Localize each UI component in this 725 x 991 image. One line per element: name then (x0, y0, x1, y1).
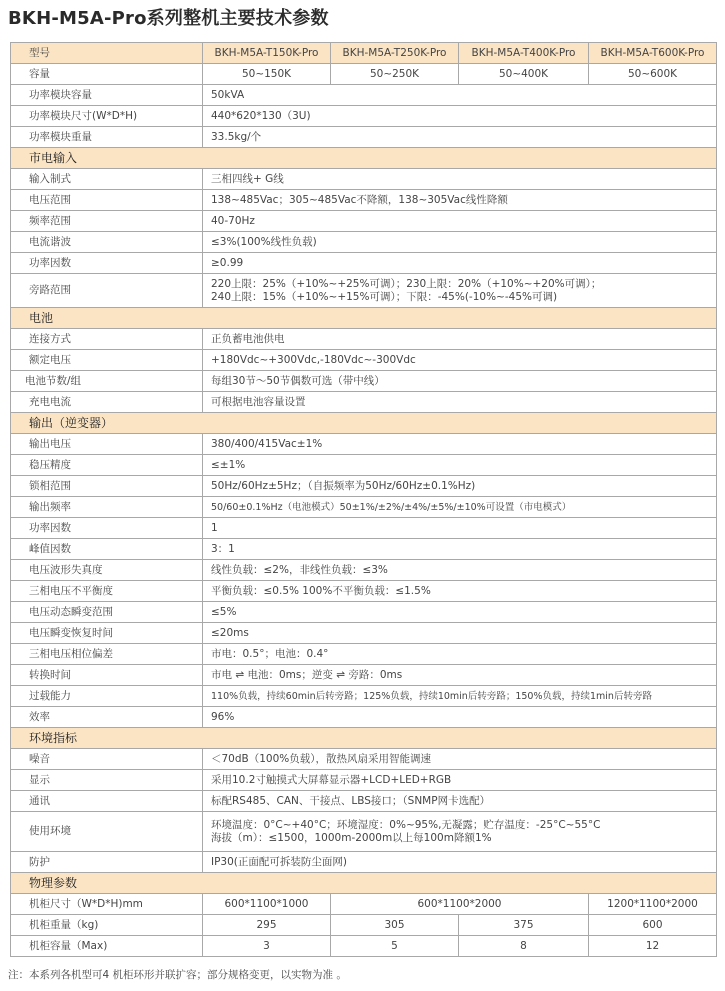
row-value: 市电 ⇌ 电池：0ms；逆变 ⇌ 旁路：0ms (203, 665, 717, 686)
row-value: IP30(正面配可拆装防尘面网) (203, 852, 717, 873)
table-row (11, 770, 717, 791)
row-value: 标配RS485、CAN、干接点、LBS接口；（SNMP网卡选配） (203, 791, 717, 812)
row-label: 显示 (11, 770, 203, 791)
row-value: 平衡负载：≤0.5% 100%不平衡负载：≤1.5% (203, 581, 717, 602)
row-value: 正负蓄电池供电 (203, 329, 717, 350)
table-row (11, 106, 717, 127)
row-label: 输入制式 (11, 169, 203, 190)
table-row (11, 190, 717, 211)
table-row (11, 329, 717, 350)
row-value: 33.5kg/个 (203, 127, 717, 148)
row-label: 输出频率 (11, 497, 203, 518)
cabinet-capacity-row (11, 936, 717, 957)
row-label: 防护 (11, 852, 203, 873)
cabinet-capacity-value: 8 (459, 936, 589, 957)
table-row (11, 211, 717, 232)
row-value: 线性负载：≤2%，非线性负载：≤3% (203, 560, 717, 581)
row-label: 连接方式 (11, 329, 203, 350)
table-row (11, 169, 717, 190)
table-row (11, 476, 717, 497)
row-label: 效率 (11, 707, 203, 728)
row-value: ≤20ms (203, 623, 717, 644)
row-label: 机柜容量（Max) (11, 936, 203, 957)
table-row (11, 686, 717, 707)
table-row (11, 497, 717, 518)
model-name: BKH-M5A-T150K-Pro (203, 43, 331, 64)
bypass-line-2: 240上限：15%（+10%~+15%可调）；下限：-45%(-10%~-45%可调) (211, 290, 558, 303)
cabinet-size-value: 600*1100*1000 (203, 894, 331, 915)
row-value: 3：1 (203, 539, 717, 560)
table-row (11, 518, 717, 539)
section-header (11, 308, 717, 329)
capacity-value: 50~400K (459, 64, 589, 85)
row-label: 输出电压 (11, 434, 203, 455)
table-row (11, 232, 717, 253)
row-label: 频率范围 (11, 211, 203, 232)
cabinet-weight-value: 375 (459, 915, 589, 936)
footnote: 注：本系列各机型可4 机柜环形并联扩容；部分规格变更，以实物为准 。 (8, 969, 347, 981)
row-label: 机柜尺寸（W*D*H)mm (11, 894, 203, 915)
row-value: 50/60±0.1%Hz（电池模式）50±1%/±2%/±4%/±5%/±10%可设置（市电模式） (203, 497, 717, 518)
table-row (11, 707, 717, 728)
row-label: 峰值因数 (11, 539, 203, 560)
section-title: 物理参数 (11, 873, 717, 894)
row-label: 三相电压不平衡度 (11, 581, 203, 602)
row-label: 电压动态瞬变范围 (11, 602, 203, 623)
row-label: 转换时间 (11, 665, 203, 686)
section-header (11, 728, 717, 749)
table-row (11, 350, 717, 371)
row-value: 380/400/415Vac±1% (203, 434, 717, 455)
row-value: 市电：0.5°；电池：0.4° (203, 644, 717, 665)
table-row (11, 644, 717, 665)
table-row (11, 253, 717, 274)
cabinet-capacity-value: 5 (331, 936, 459, 957)
table-row (11, 749, 717, 770)
row-label: 额定电压 (11, 350, 203, 371)
row-value: 96% (203, 707, 717, 728)
row-label: 功率模块容量 (11, 85, 203, 106)
table-row (11, 274, 717, 308)
model-name: BKH-M5A-T600K-Pro (589, 43, 717, 64)
section-title: 环境指标 (11, 728, 717, 749)
cabinet-size-value: 1200*1100*2000 (589, 894, 717, 915)
section-title: 市电输入 (11, 148, 717, 169)
table-row (11, 539, 717, 560)
row-value: ＜70dB（100%负载），散热风扇采用智能调速 (203, 749, 717, 770)
row-value: 50kVA (203, 85, 717, 106)
row-value: ≥0.99 (203, 253, 717, 274)
row-label: 电流谐波 (11, 232, 203, 253)
row-value: 每组30节～50节偶数可选（带中线） (203, 371, 717, 392)
capacity-value: 50~600K (589, 64, 717, 85)
row-label: 功率模块重量 (11, 127, 203, 148)
row-label: 电池节数/组 (11, 371, 203, 392)
table-row (11, 791, 717, 812)
row-label: 三相电压相位偏差 (11, 644, 203, 665)
row-value: ≤3%(100%线性负载) (203, 232, 717, 253)
row-value (203, 812, 717, 852)
row-label: 充电电流 (11, 392, 203, 413)
table-row (11, 371, 717, 392)
table-row (11, 852, 717, 873)
section-title: 输出（逆变器） (11, 413, 717, 434)
row-value: ≤5% (203, 602, 717, 623)
row-value: 采用10.2寸触摸式大屏幕显示器+LCD+LED+RGB (203, 770, 717, 791)
table-row (11, 665, 717, 686)
model-label: 型号 (11, 43, 203, 64)
table-row (11, 392, 717, 413)
row-value: 1 (203, 518, 717, 539)
capacity-value: 50~250K (331, 64, 459, 85)
table-row (11, 602, 717, 623)
section-header (11, 413, 717, 434)
usage-line-2: 海拔（m）：≤1500，1000m-2000m以上每100m降额1% (211, 831, 492, 844)
table-row (11, 434, 717, 455)
row-value (203, 274, 717, 308)
table-row (11, 581, 717, 602)
cabinet-size-row (11, 894, 717, 915)
row-label: 功率模块尺寸(W*D*H) (11, 106, 203, 127)
row-label: 稳压精度 (11, 455, 203, 476)
model-header-row (11, 43, 717, 64)
bypass-line-1: 220上限：25%（+10%~+25%可调）；230上限：20%（+10%~+20%可调）； (211, 277, 602, 290)
row-value: 40-70Hz (203, 211, 717, 232)
cabinet-weight-value: 305 (331, 915, 459, 936)
row-label: 功率因数 (11, 253, 203, 274)
table-row (11, 85, 717, 106)
section-title: 电池 (11, 308, 717, 329)
table-row (11, 812, 717, 852)
cabinet-weight-value: 295 (203, 915, 331, 936)
row-value: 可根据电池容量设置 (203, 392, 717, 413)
row-value: +180Vdc~+300Vdc,-180Vdc~-300Vdc (203, 350, 717, 371)
cabinet-weight-row (11, 915, 717, 936)
row-label: 过载能力 (11, 686, 203, 707)
capacity-row (11, 64, 717, 85)
section-header (11, 148, 717, 169)
table-row (11, 560, 717, 581)
row-label: 机柜重量（kg) (11, 915, 203, 936)
row-value: 三相四线+ G线 (203, 169, 717, 190)
capacity-label: 容量 (11, 64, 203, 85)
cabinet-size-value: 600*1100*2000 (331, 894, 589, 915)
row-value: 138~485Vac；305~485Vac不降额，138~305Vac线性降额 (203, 190, 717, 211)
section-header (11, 873, 717, 894)
model-name: BKH-M5A-T250K-Pro (331, 43, 459, 64)
row-label: 使用环境 (11, 812, 203, 852)
cabinet-capacity-value: 12 (589, 936, 717, 957)
cabinet-capacity-value: 3 (203, 936, 331, 957)
model-name: BKH-M5A-T400K-Pro (459, 43, 589, 64)
page-title: BKH-M5A-Pro系列整机主要技术参数 (8, 8, 329, 29)
row-value: 110%负载，持续60min后转旁路；125%负载，持续10min后转旁路；150%负载，持续1min后转旁路 (203, 686, 717, 707)
table-row (11, 623, 717, 644)
row-label: 噪音 (11, 749, 203, 770)
row-label: 旁路范围 (11, 274, 203, 308)
row-label: 电压瞬变恢复时间 (11, 623, 203, 644)
row-value: 50Hz/60Hz±5Hz；（自振频率为50Hz/60Hz±0.1%Hz) (203, 476, 717, 497)
table-row (11, 127, 717, 148)
spec-table (10, 42, 717, 957)
table-row (11, 455, 717, 476)
row-label: 电压范围 (11, 190, 203, 211)
row-label: 通讯 (11, 791, 203, 812)
cabinet-weight-value: 600 (589, 915, 717, 936)
row-value: 440*620*130（3U) (203, 106, 717, 127)
usage-line-1: 环境温度：0°C~+40°C；环境湿度：0%~95%,无凝露；贮存温度：-25°C~55°C (211, 818, 601, 831)
row-label: 锁相范围 (11, 476, 203, 497)
capacity-value: 50~150K (203, 64, 331, 85)
row-label: 电压波形失真度 (11, 560, 203, 581)
row-label: 功率因数 (11, 518, 203, 539)
row-value: ≤±1% (203, 455, 717, 476)
